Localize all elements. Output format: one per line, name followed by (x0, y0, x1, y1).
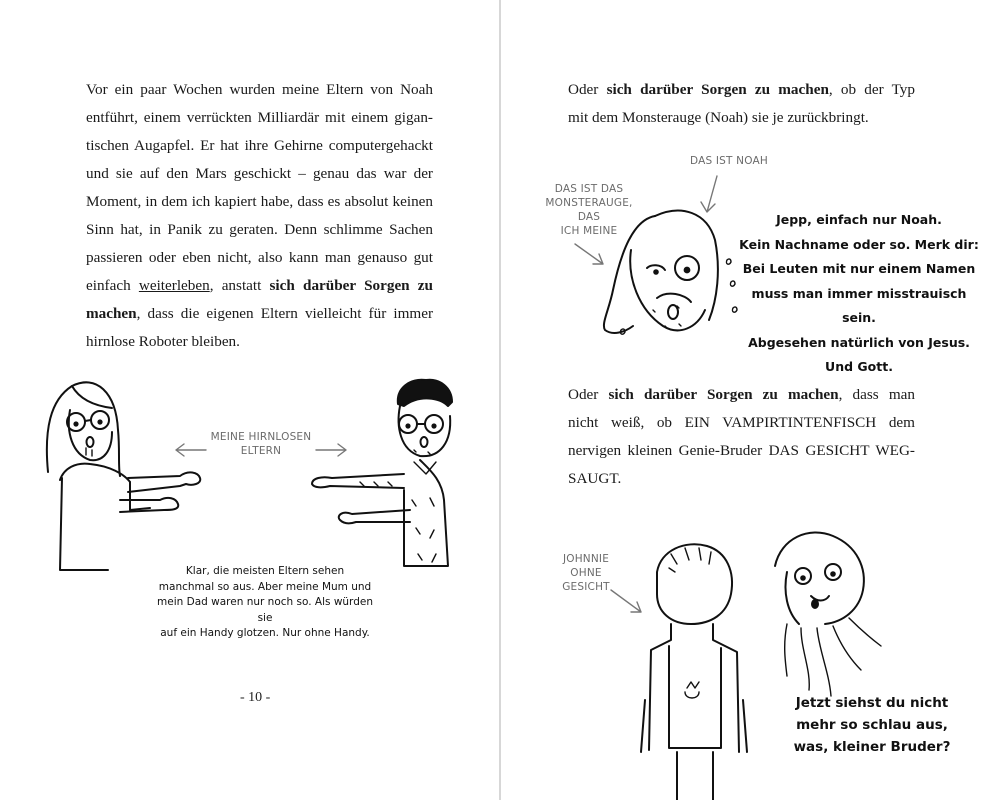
text-line: SAUGT. (568, 470, 622, 487)
bold-phrase: sich darüber Sorgen zu machen (606, 81, 829, 98)
text-line (568, 381, 915, 409)
label-line: DAS IST DAS (554, 183, 624, 195)
johnnie-squid-illustration (501, 520, 1000, 800)
caption-line: auf ein Handy glotzen. Nur ohne Handy. (160, 627, 370, 639)
squid-speech (767, 692, 977, 758)
text-fragment: , dass die eigenen Eltern vielleicht für immer (136, 305, 433, 322)
speech-line: was, kleiner Bruder? (793, 739, 951, 755)
speech-line: muss man immer misstrauisch sein. (751, 285, 967, 325)
bold-phrase: sich darüber Sorgen zu (269, 277, 433, 294)
bold-phrase: machen (86, 305, 137, 322)
text-line: und sie auf den Mars geschickt – genau das war der (86, 165, 433, 182)
text-fragment: , ob der Typ (828, 81, 915, 98)
parents-label: MEINE HIRNLOSEN ELTERN (210, 431, 312, 457)
text-fragment: , dass man (838, 386, 915, 403)
noah-speech (739, 208, 979, 380)
text-line: nicht weiß, ob EIN VAMPIRTINTENFISCH dem (568, 414, 915, 431)
speech-line: mehr so schlau aus, (796, 717, 948, 733)
text-line: entführt, einem verrückten Milliardär mit einem gigan- (86, 109, 433, 126)
text-line (86, 272, 433, 300)
speech-line: Und Gott. (825, 359, 893, 374)
text-line: Vor ein paar Wochen wurden meine Eltern von Noah (86, 81, 433, 98)
text-fragment: , anstatt (209, 277, 270, 294)
label-line: JOHNNIE (562, 553, 610, 565)
text-line: passieren oder eben nicht, also kann man genauso gut (86, 249, 433, 266)
right-paragraph-1 (568, 76, 915, 132)
underlined-word: weiterleben (138, 277, 210, 294)
page-number: - 10 - (240, 690, 271, 705)
label-line: GESICHT (562, 581, 610, 593)
text-line: Moment, in dem ich kapiert habe, dass es absolut keinen (86, 193, 433, 210)
parents-caption (150, 564, 380, 642)
caption-line: Klar, die meisten Eltern sehen (185, 565, 345, 577)
left-paragraph (86, 76, 433, 356)
speech-line: Kein Nachname oder so. Merk dir: (739, 236, 979, 252)
text-line (568, 76, 915, 104)
text-fragment: einfach (86, 277, 139, 294)
right-paragraph-2 (568, 381, 915, 493)
text-line (86, 300, 433, 328)
label-line: OHNE (570, 567, 602, 579)
noah-label: DAS IST NOAH (689, 155, 768, 167)
text-line: Sinn hat, in Panik zu geraten. Denn schlimme Sachen (86, 221, 433, 238)
speech-line: Jetzt siehst du nicht (795, 695, 949, 711)
caption-line: mein Dad waren nur noch so. Als würden sie (157, 596, 373, 624)
label-line: MONSTERAUGE, DAS (545, 197, 633, 223)
text-fragment: Oder (568, 81, 607, 98)
speech-line: Bei Leuten mit nur einem Namen (742, 261, 976, 276)
speech-line: Jepp, einfach nur Noah. (776, 212, 942, 227)
text-line: mit dem Monsterauge (Noah) sie je zurückbringt. (568, 109, 869, 126)
text-line: nervigen kleinen Genie-Bruder DAS GESICHT WEG- (568, 442, 915, 459)
bold-phrase: sich darüber Sorgen zu machen (608, 386, 839, 403)
speech-line: Abgesehen natürlich von Jesus. (748, 334, 970, 350)
text-line: tischen Augapfel. Er hat ihre Gehirne computergehackt (86, 137, 433, 154)
label-line: ICH MEINE (560, 225, 618, 237)
text-fragment: Oder (568, 386, 609, 403)
text-line: hirnlose Roboter bleiben. (86, 333, 240, 350)
right-page (501, 0, 1000, 800)
caption-line: manchmal so aus. Aber meine Mum und (158, 580, 372, 593)
